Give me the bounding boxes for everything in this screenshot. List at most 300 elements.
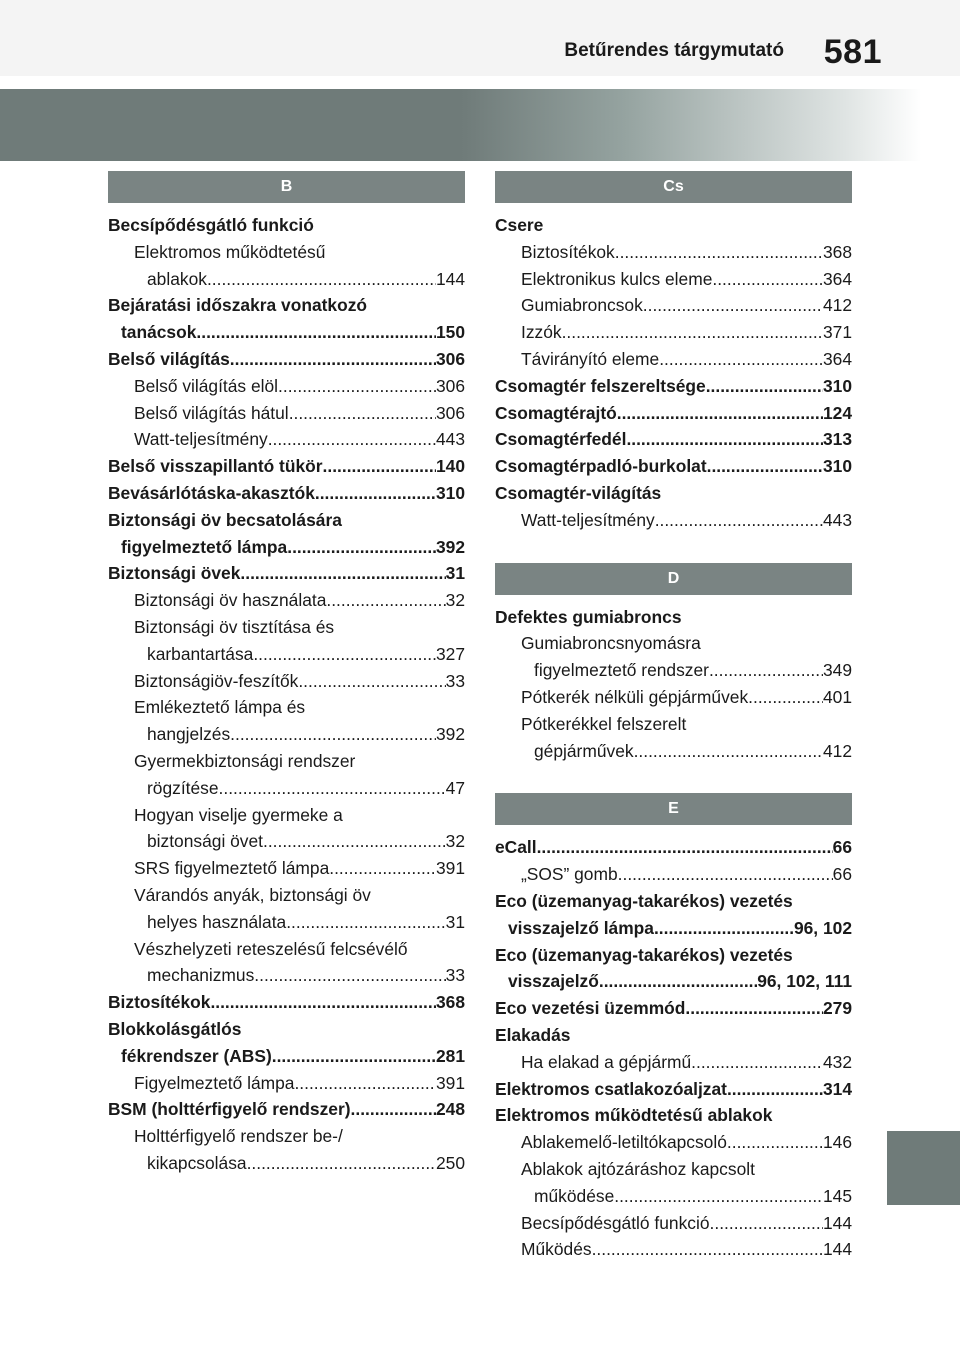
index-page-ref[interactable]: 349 [822,660,852,681]
index-entry-text: Ablakemelő-letiltókapcsoló [521,1132,727,1153]
index-entry [108,480,465,507]
index-entry [108,855,465,882]
index-entry-line [495,1022,852,1049]
index-entry-text: hangjelzés [147,724,231,745]
index-entry [108,373,465,400]
index-entry-line [495,604,852,631]
section-letter-header: D [495,563,852,595]
dot-leader [707,453,823,480]
index-entry-text: Távirányító eleme [521,348,660,369]
index-entry-text: figyelmeztető lámpa [121,536,288,557]
index-page-ref[interactable]: 412 [822,740,852,761]
index-entry-line [108,346,465,373]
index-entry-line [108,212,465,239]
index-entry-line [521,1236,852,1263]
index-page-ref[interactable]: 368 [822,241,852,262]
index-entry [495,212,852,239]
index-entry-line [495,1102,852,1129]
index-entry [495,480,852,507]
dot-leader [268,426,436,453]
index-page-ref[interactable]: 32 [445,590,465,611]
index-entry-line [495,888,852,915]
index-entry-continuation [134,266,465,293]
index-entry-text: Csomagtérfedél [495,429,627,450]
dot-leader [685,995,823,1022]
index-page-ref[interactable]: 327 [435,643,465,664]
index-entry-text: Elektromos működtetésű ablakok [495,1105,773,1126]
index-entry-text: működése [534,1185,615,1206]
index-entry [108,614,465,668]
dot-leader [289,400,436,427]
index-page-ref[interactable]: 432 [822,1051,852,1072]
index-entry-line [521,1156,852,1183]
index-entry-line [521,684,852,711]
index-entry-continuation [521,738,852,765]
index-page-ref[interactable]: 124 [822,402,852,423]
index-entry-text: SRS figyelmeztető lámpa [134,858,330,879]
index-entry-text: Csomagtérajtó [495,402,617,423]
index-entry-text: biztonsági övet [147,831,264,852]
index-entry-text: Elektronikus kulcs eleme [521,268,713,289]
index-page-ref[interactable]: 250 [435,1152,465,1173]
index-entry [495,630,852,684]
index-page-ref[interactable]: 33 [445,670,465,691]
index-column-left [108,171,465,1177]
index-entry-text: Biztonsági öv becsatolására [108,509,342,530]
index-entry-line [495,995,852,1022]
dot-leader [615,239,823,266]
index-entry [495,1049,852,1076]
index-entry-line [521,319,852,346]
index-entry-line [108,1016,465,1043]
index-page-ref[interactable]: 144 [822,1212,852,1233]
page-number: 581 [823,33,882,71]
index-entry-text: Defektes gumiabroncs [495,606,682,627]
index-entry [108,346,465,373]
index-entry [108,453,465,480]
dot-leader [278,373,436,400]
index-page-ref[interactable]: 313 [822,429,852,450]
index-entry-text: Eco vezetési üzemmód [495,998,686,1019]
dot-leader [709,657,823,684]
index-entry-text: Eco (üzemanyag-takarékos) vezetés [495,944,793,965]
index-page-ref[interactable]: 248 [435,1099,465,1120]
index-entry-line [134,802,465,829]
dot-leader [592,1236,823,1263]
index-entry-text: Blokkolásgátlós [108,1018,242,1039]
dot-leader [219,775,446,802]
index-entry-line [108,453,465,480]
index-entry-text: Biztosítékok [108,992,211,1013]
dot-leader [326,587,445,614]
index-section-b [108,171,465,1177]
index-entry-text: Vészhelyzeti reteszelésű felcsévélő [134,938,408,959]
index-entry-line [134,855,465,882]
index-entry-line [521,266,852,293]
index-page-ref[interactable]: 279 [822,998,852,1019]
index-entry-text: Becsípődésgátló funkció [521,1212,710,1233]
index-entry [495,266,852,293]
dot-leader [654,915,794,942]
dot-leader [562,319,823,346]
index-entry [108,936,465,990]
index-entry-text: Ha elakad a gépjármű [521,1051,692,1072]
index-entry-text: gépjárművek [534,740,634,761]
index-entry-line [495,1076,852,1103]
index-entry [495,453,852,480]
index-entry-line [134,748,465,775]
index-page-ref[interactable]: 31 [445,563,465,584]
dot-leader [253,641,436,668]
dot-leader [298,668,445,695]
index-entry-text: visszajelző [508,971,599,992]
dot-leader [240,560,445,587]
index-entry-continuation [134,1150,465,1177]
index-page-ref[interactable]: 47 [445,777,465,798]
index-page-ref[interactable]: 66 [832,837,852,858]
dot-leader [748,684,823,711]
dot-leader [659,346,823,373]
index-entry-continuation [108,534,465,561]
index-page-ref[interactable]: 443 [822,509,852,530]
index-entry [495,319,852,346]
index-entry-text: Biztosítékok [521,241,615,262]
index-entry-text: Hogyan viselje gyermeke a [134,804,343,825]
index-entry-continuation [134,828,465,855]
index-entry-text: visszajelző lámpa [508,917,654,938]
index-entry-text: Csomagtér felszereltsége [495,375,706,396]
index-page-ref[interactable]: 412 [822,295,852,316]
index-entry [495,834,852,861]
index-page-ref[interactable]: 96, 102 [793,917,852,938]
index-entry [108,802,465,856]
index-entry-text: Belső visszapillantó tükör [108,456,323,477]
dot-leader [329,855,436,882]
dot-leader [655,507,823,534]
index-page-ref[interactable]: 146 [822,1132,852,1153]
index-entry-text: Elakadás [495,1024,571,1045]
index-entry [495,426,852,453]
index-entry-line [134,400,465,427]
index-page-ref[interactable]: 96, 102, 111 [757,971,852,992]
index-page-ref[interactable]: 306 [435,348,465,369]
index-entry-text: Pótkerék nélküli gépjárművek [521,686,749,707]
index-entry-line [521,630,852,657]
index-page-ref[interactable]: 392 [435,536,465,557]
index-entry-line [521,1049,852,1076]
index-entry-line [495,942,852,969]
index-page-ref[interactable]: 391 [435,858,465,879]
index-page-ref[interactable]: 306 [435,375,465,396]
index-entry-text: rögzítése [147,777,219,798]
index-page-ref[interactable]: 140 [435,456,465,477]
dot-leader [626,426,823,453]
index-section-cs [495,171,852,534]
index-entry-text: Bejáratási időszakra vonatkozó [108,295,368,316]
index-entry-text: Csomagtérpadló-burkolat [495,456,707,477]
index-entry-text: Watt-teljesítmény [134,429,268,450]
index-entry [495,239,852,266]
dot-leader [617,400,823,427]
index-page-ref[interactable]: 33 [445,965,465,986]
index-entry-text: Csomagtér-világítás [495,482,662,503]
dot-leader [263,828,446,855]
index-page-ref[interactable]: 443 [435,429,465,450]
index-entry-line [521,1210,852,1237]
index-entry-text: Biztonságiöv-feszítők [134,670,299,691]
index-entry [108,882,465,936]
dot-leader [712,266,823,293]
index-entry [495,292,852,319]
index-entry-text: ablakok [147,268,207,289]
dot-leader [286,909,445,936]
index-entry [495,1210,852,1237]
dot-leader [599,968,757,995]
index-entry-continuation [108,1043,465,1070]
index-entry-text: Csere [495,215,544,235]
index-entry [108,212,465,239]
index-entry-continuation [134,775,465,802]
index-entry-text: tanácsok [121,322,197,343]
index-page-ref[interactable]: 310 [435,482,465,503]
index-entry-text: Belső világítás [108,348,230,369]
index-entry [108,668,465,695]
index-page-ref[interactable]: 31 [445,911,465,932]
top-strip [0,0,960,76]
index-entry-line [134,882,465,909]
index-page-ref[interactable]: 310 [822,375,852,396]
section-letter-header: B [108,171,465,203]
index-entry-text: Izzók [521,322,562,343]
index-entry-line [521,239,852,266]
index-entry-text: fékrendszer (ABS) [121,1045,272,1066]
dot-leader [691,1049,823,1076]
index-entry [495,995,852,1022]
dot-leader [706,373,823,400]
index-entry-line [521,292,852,319]
index-entry-line [495,400,852,427]
index-entry [108,400,465,427]
index-page-ref[interactable]: 144 [435,268,465,289]
index-entry-text: eCall [495,837,537,858]
index-entry [108,1016,465,1070]
index-entry [495,1129,852,1156]
index-entry [495,684,852,711]
index-page-ref[interactable]: 371 [822,322,852,343]
index-entry-text: Belső világítás elöl [134,375,279,396]
index-entry [108,694,465,748]
dot-leader [537,834,833,861]
dot-leader [710,1210,823,1237]
section-letter-header: Cs [495,171,852,203]
index-entry-text: karbantartása [147,643,254,664]
index-entry-line [521,861,852,888]
index-entry [495,604,852,631]
index-page-ref[interactable]: 66 [832,864,852,885]
index-entry-text: Watt-teljesítmény [521,509,655,530]
dot-leader [294,1070,436,1097]
index-entry [495,1102,852,1129]
index-entry-continuation [134,721,465,748]
index-entry [108,1096,465,1123]
index-entry-text: Becsípődésgátló funkció [108,215,314,235]
index-entry-line [134,1070,465,1097]
index-entry-text: Belső világítás hátul [134,402,289,423]
dot-leader [643,292,823,319]
index-entry [495,861,852,888]
index-page-ref[interactable]: 364 [822,268,852,289]
index-entry-text: Várandós anyák, biztonsági öv [134,884,371,905]
index-entry-line [108,507,465,534]
dot-leader [634,738,823,765]
index-entry [108,1123,465,1177]
dot-leader [323,453,436,480]
index-entry-line [521,711,852,738]
dot-leader [247,1150,436,1177]
index-entry-continuation [521,1183,852,1210]
index-entry [108,1070,465,1097]
index-page-ref[interactable]: 32 [445,831,465,852]
index-entry-text: „SOS” gomb [521,864,618,885]
index-entry-line [108,292,465,319]
index-entry [495,1022,852,1049]
index-entry-line [134,614,465,641]
index-page-ref[interactable]: 281 [435,1045,465,1066]
index-page-ref[interactable]: 364 [822,348,852,369]
index-entry-text: Ablakok ajtózáráshoz kapcsolt [521,1158,755,1179]
page-header-title: Betűrendes tárgymutató [564,40,784,61]
index-page-ref[interactable]: 150 [435,322,465,343]
index-page-ref[interactable]: 392 [435,724,465,745]
index-page-ref[interactable]: 314 [822,1078,852,1099]
index-entry [495,373,852,400]
index-entry [108,507,465,561]
index-page-ref[interactable]: 310 [822,456,852,477]
index-entry-line [134,1123,465,1150]
index-entry-continuation [134,909,465,936]
index-entry [495,507,852,534]
index-entry-text: Figyelmeztető lámpa [134,1072,295,1093]
index-entry-text: Gyermekbiztonsági rendszer [134,750,356,771]
index-entry-text: figyelmeztető rendszer [534,660,709,681]
index-entry-line [495,426,852,453]
index-entry [495,942,852,996]
index-entry-text: BSM (holttérfigyelő rendszer) [108,1099,351,1120]
index-entry-line [108,1096,465,1123]
index-entry-text: Gumiabroncsok [521,295,643,316]
dot-leader [196,319,436,346]
dot-leader [727,1129,823,1156]
chapter-edge-tab [887,1131,960,1205]
dot-leader [230,721,436,748]
index-entry [108,292,465,346]
dot-leader [272,1043,436,1070]
index-entry-text: Biztonsági öv használata [134,590,327,611]
index-entry-continuation [134,962,465,989]
dot-leader [727,1076,823,1103]
index-entry-text: Biztonsági öv tisztítása és [134,616,335,637]
index-entry [108,239,465,293]
index-entry-line [134,587,465,614]
index-entry-continuation [108,319,465,346]
header-banner [0,89,960,161]
dot-leader [614,1183,823,1210]
section-letter-header: E [495,793,852,825]
index-entry-text: Biztonsági övek [108,563,241,584]
dot-leader [287,534,436,561]
index-entry-line [108,989,465,1016]
index-page-ref[interactable]: 401 [822,686,852,707]
index-entry-line [134,936,465,963]
index-entry [495,346,852,373]
index-entry-line [108,480,465,507]
index-entry-text: Pótkerékkel felszerelt [521,713,687,734]
index-entry-line [134,668,465,695]
index-entry [108,587,465,614]
index-entry-line [495,212,852,239]
index-entry-line [495,453,852,480]
index-entry-text: helyes használata [147,911,287,932]
index-entry-text: kikapcsolása [147,1152,247,1173]
index-entry [495,711,852,765]
index-entry-line [521,1129,852,1156]
index-entry [108,426,465,453]
index-entry-line [108,560,465,587]
index-entry-line [134,426,465,453]
index-entry-text: Elektromos csatlakozóaljzat [495,1078,727,1099]
index-entry-continuation [521,657,852,684]
index-entry-text: Emlékeztető lámpa és [134,697,306,718]
index-entry-text: Bevásárlótáska-akasztók [108,482,315,503]
index-entry [495,1236,852,1263]
index-entry [495,1076,852,1103]
index-entry [495,400,852,427]
index-entry-line [521,507,852,534]
index-entry-continuation [134,641,465,668]
index-entry [108,989,465,1016]
index-entry-line [521,346,852,373]
index-entry-text: Elektromos működtetésű [134,241,326,262]
dot-leader [254,962,445,989]
index-entry-text: Holttérfigyelő rendszer be-/ [134,1126,343,1147]
dot-leader [315,480,436,507]
index-entry [495,888,852,942]
index-entry-continuation [495,968,852,995]
index-page-ref[interactable]: 306 [435,402,465,423]
index-entry-continuation [495,915,852,942]
index-entry-line [134,373,465,400]
index-entry [495,1156,852,1210]
index-entry-line [134,239,465,266]
dot-leader [207,266,436,293]
index-entry-text: Eco (üzemanyag-takarékos) vezetés [495,890,793,911]
index-entry [108,748,465,802]
index-entry-text: Működés [521,1239,592,1260]
index-entry-text: Gumiabroncsnyomásra [521,633,701,654]
index-page-ref[interactable]: 391 [435,1072,465,1093]
index-entry-text: mechanizmus [147,965,255,986]
index-page-ref[interactable]: 145 [822,1185,852,1206]
index-page-ref[interactable]: 368 [435,992,465,1013]
dot-leader [351,1096,436,1123]
index-entry-line [495,834,852,861]
dot-leader [618,861,833,888]
index-entry-line [495,373,852,400]
index-column-right [495,171,852,1263]
dot-leader [230,346,436,373]
index-entry [108,560,465,587]
index-page-ref[interactable]: 144 [822,1239,852,1260]
